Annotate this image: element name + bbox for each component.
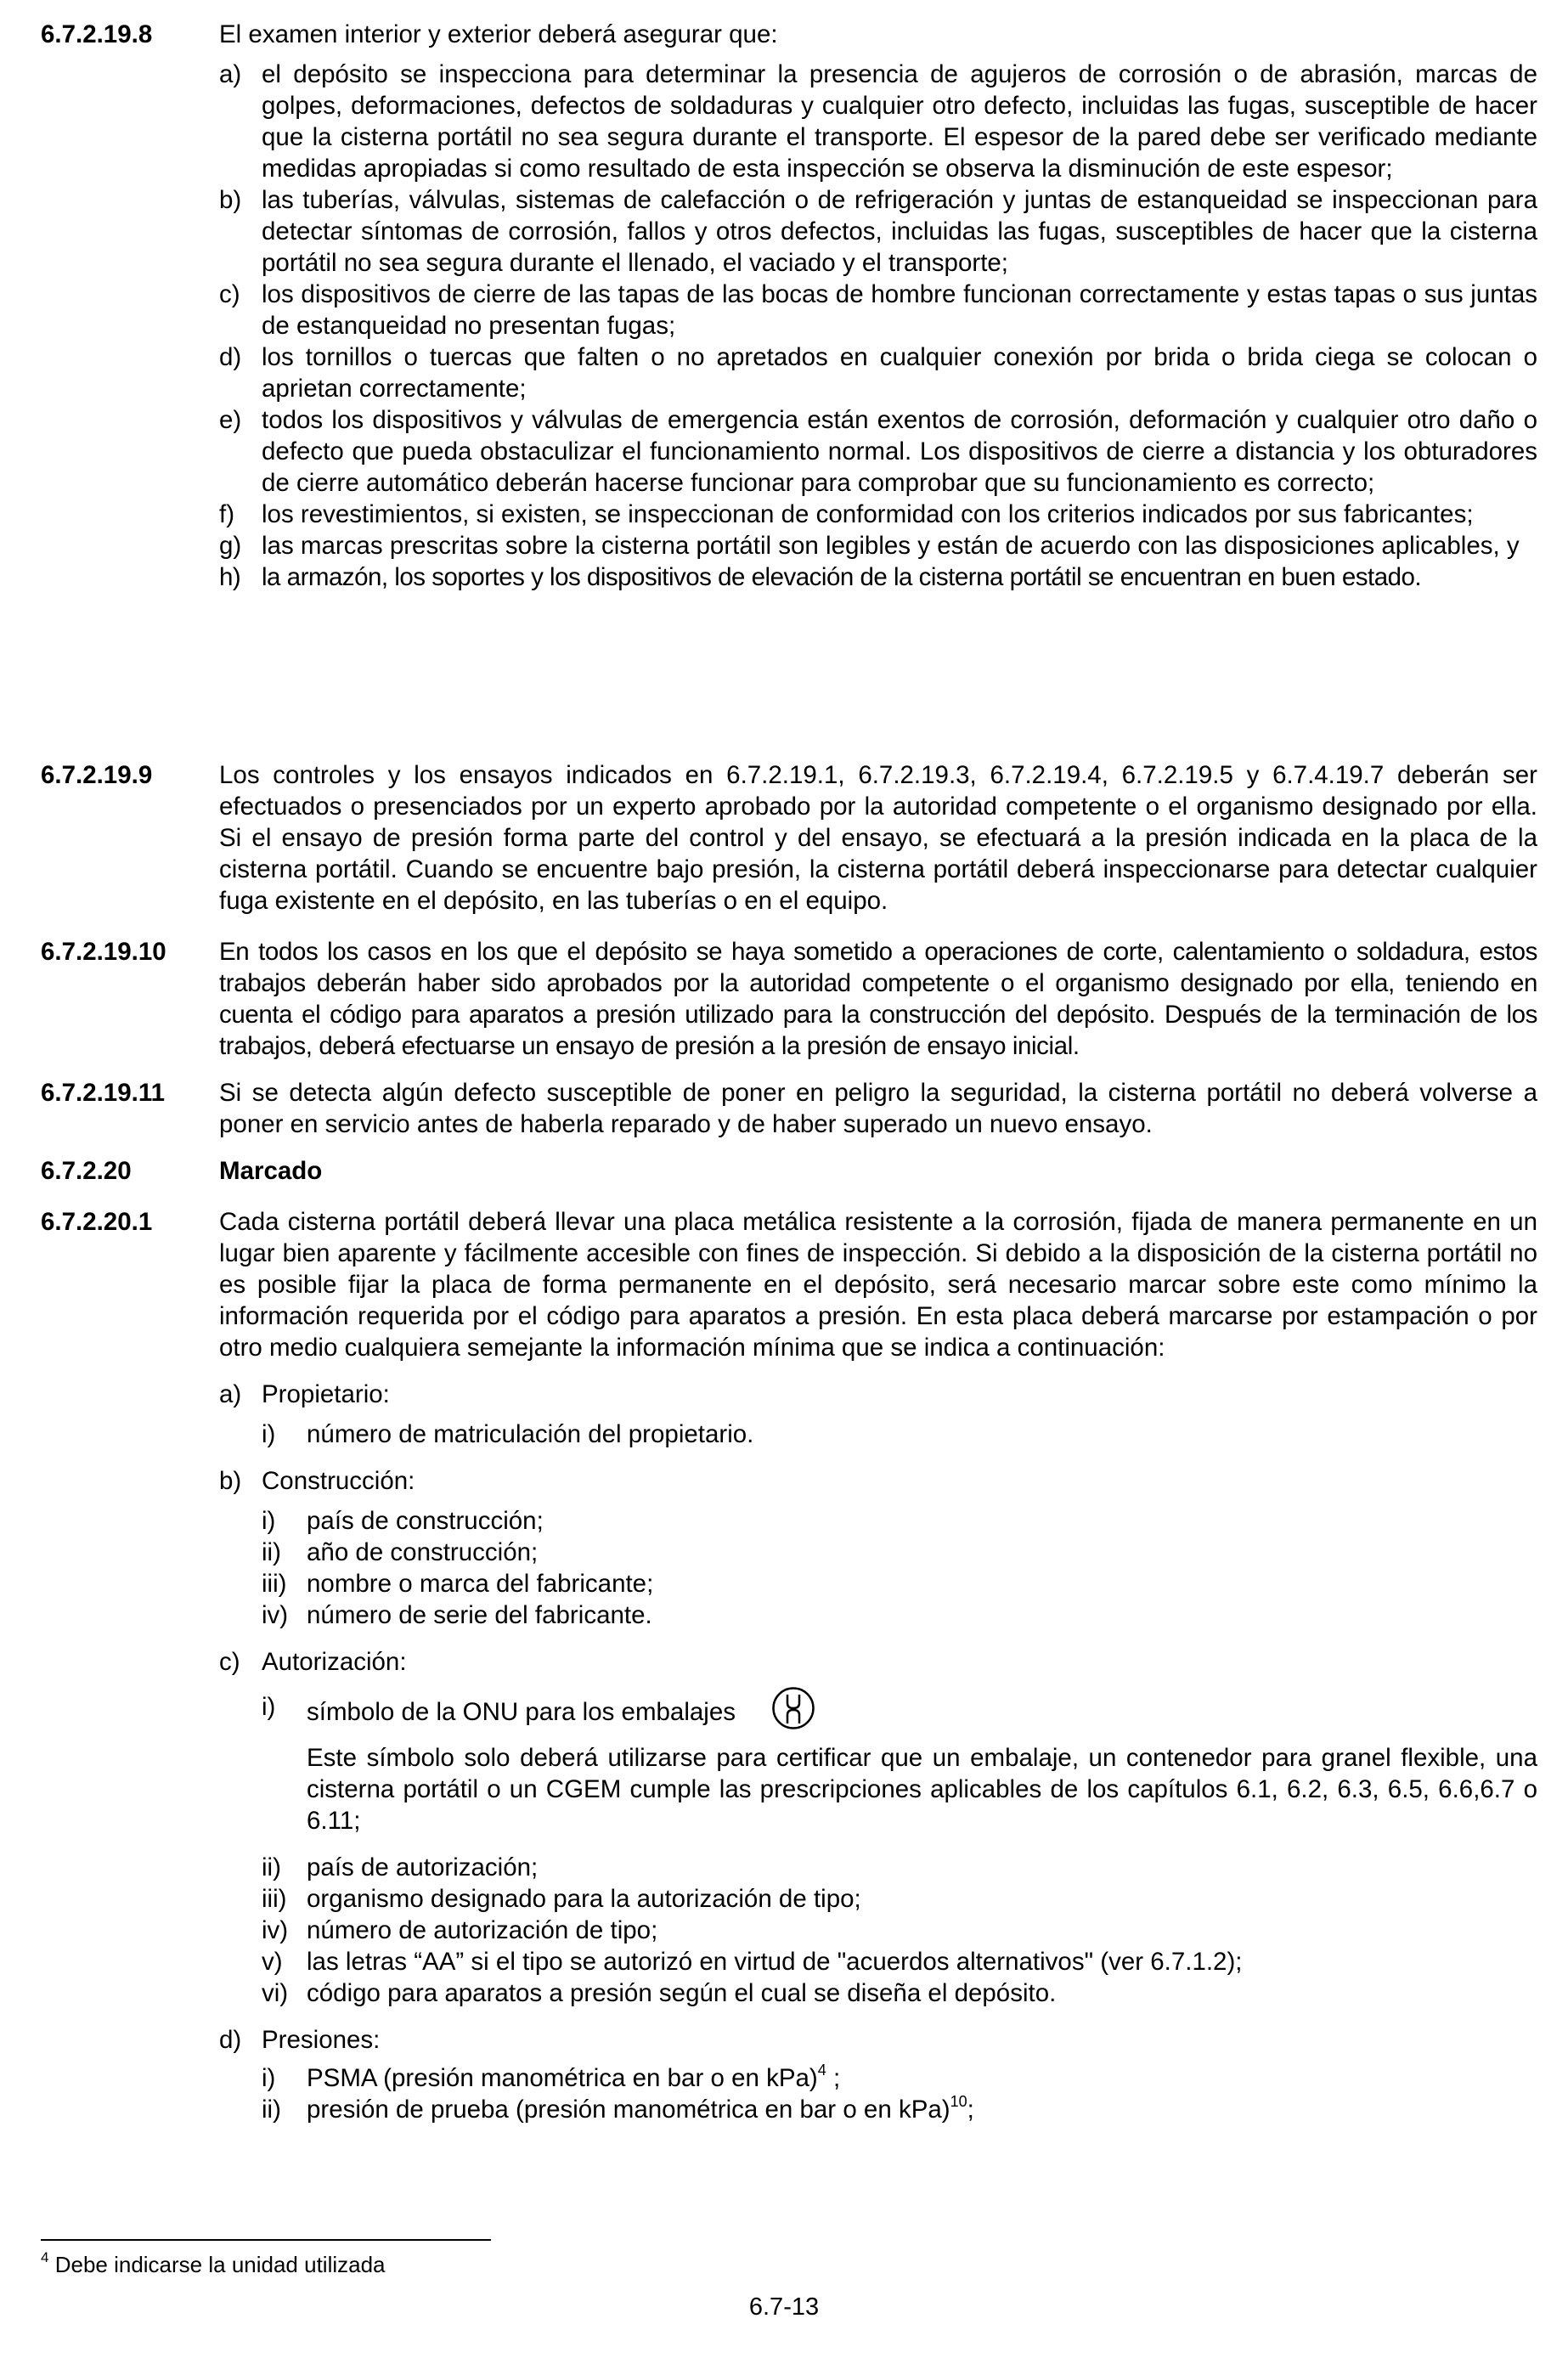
footnote-divider <box>41 2239 491 2241</box>
item-title: Construcción: <box>262 1467 415 1495</box>
list-item <box>219 499 1537 530</box>
paragraph-6-7-2-19-11 <box>41 1077 1537 1140</box>
paragraph-6-7-2-19-8 <box>41 19 1537 593</box>
footnote-ref[interactable]: 10 <box>950 2093 967 2111</box>
subitem-label: vi) <box>262 1979 289 2007</box>
footnote-text: Debe indicarse la unidad utilizada <box>54 2252 386 2277</box>
sublist-item <box>262 1977 1537 2009</box>
item-label: g) <box>219 532 242 560</box>
subitem-text: año de construcción; <box>307 1538 539 1566</box>
item-title: Autorización: <box>262 1648 407 1676</box>
paragraph-number: 6.7.2.19.11 <box>41 1079 166 1107</box>
sublist-item <box>262 1883 1537 1915</box>
un-symbol-note: Este símbolo solo deberá utilizarse para certificar que un embalaje, un contenedor para granel flexible, una cisterna portátil o un CGEM cumple las prescripciones aplicables de los capítulos 6.1, 6.2, 6.3, 6.5, 6.6,6.7 o 6.11; <box>307 1744 1537 1835</box>
paragraph-text: El examen interior y exterior deberá asegurar que: <box>219 20 778 48</box>
subitem-text: número de autorización de tipo; <box>307 1916 658 1944</box>
list-item <box>219 341 1537 404</box>
sublist <box>262 2062 1537 2125</box>
item-text: el depósito se inspecciona para determinar la presencia de agujeros de corrosión o de abrasión, marcas de golpes, deformaciones, defectos de soldaduras y cualquier otro defecto, incluidas las fugas, susceptible de hacer que la cisterna portátil no sea segura durante el transporte. El espesor de la pared debe ser verificado mediante medidas apropiadas si como resultado de esta inspección se observa la disminución de este espesor; <box>262 60 1537 183</box>
item-title: Propietario: <box>262 1380 390 1408</box>
marking-list <box>219 1379 1537 2125</box>
inspection-list <box>219 59 1537 593</box>
list-item <box>219 561 1537 593</box>
sublist-item <box>262 1599 1537 1631</box>
item-label: e) <box>219 406 242 434</box>
item-label: a) <box>219 60 242 88</box>
footnote-ref[interactable]: 4 <box>817 2062 826 2079</box>
section-title: Marcado <box>219 1157 323 1185</box>
list-item <box>219 404 1537 499</box>
item-label: d) <box>219 343 242 371</box>
paragraph-6-7-2-19-10 <box>41 936 1537 1062</box>
footnote-mark: 4 <box>41 2249 49 2266</box>
item-text: las marcas prescritas sobre la cisterna portátil son legibles y están de acuerdo con las disposiciones aplicables, y <box>262 532 1520 560</box>
subitem-label: ii) <box>262 1853 281 1881</box>
subitem-label: ii) <box>262 1538 281 1566</box>
subitem-text: presión de prueba (presión manométrica en bar o en kPa) <box>307 2096 950 2124</box>
section-number: 6.7.2.20 <box>41 1157 132 1185</box>
list-item <box>219 59 1537 184</box>
paragraph-text: Los controles y los ensayos indicados en 6.7.2.19.1, 6.7.2.19.3, 6.7.2.19.4, 6.7.2.19.5 y 6.7.4.19.7 deberán ser efectuados o presenciados por un experto aprobado por la autoridad competente o el organismo designado por ella. Si el ensayo de presión forma parte del control y del ensayo, se efectuará a la presión indicada en la placa de la cisterna portátil. Cuando se encuentre bajo presión, la cisterna portátil deberá inspeccionarse para detectar cualquier fuga existente en el depósito, en las tuberías o en el equipo. <box>219 761 1537 915</box>
subitem-label: i) <box>262 1693 276 1721</box>
subitem-text: código para aparatos a presión según el cual se diseña el depósito. <box>307 1979 1057 2007</box>
paragraph-text: En todos los casos en los que el depósito se haya sometido a operaciones de corte, calentamiento o soldadura, estos trabajos deberán haber sido aprobados por la autoridad competente o el organismo designado por ella, teniendo en cuenta el código para aparatos a presión utilizado para la construcción del depósito. Después de la terminación de los trabajos, deberá efectuarse un ensayo de presión a la presión de ensayo inicial. <box>219 938 1537 1060</box>
subitem-punct: ; <box>967 2096 974 2124</box>
subitem-text: símbolo de la ONU para los embalajes <box>307 1697 736 1726</box>
paragraph-text: Si se detecta algún defecto susceptible de poner en peligro la seguridad, la cisterna portátil no deberá volverse a poner en servicio antes de haberla reparado y de haber superado un nuevo ensayo. <box>219 1079 1537 1138</box>
paragraph-number: 6.7.2.19.9 <box>41 761 153 789</box>
item-label: a) <box>219 1380 242 1408</box>
paragraph-6-7-2-20-1 <box>41 1206 1537 2125</box>
item-label: c) <box>219 280 240 308</box>
subitem-label: i) <box>262 1507 276 1535</box>
subitem-text: nombre o marca del fabricante; <box>307 1570 654 1598</box>
item-label: f) <box>219 500 235 528</box>
sublist-item <box>262 1915 1537 1946</box>
item-label: d) <box>219 2026 242 2054</box>
sublist-item <box>262 1691 1537 1836</box>
sublist-item <box>262 1419 1537 1450</box>
sublist-item <box>262 1568 1537 1599</box>
subitem-text: organismo designado para la autorización de tipo; <box>307 1885 861 1913</box>
item-text: los tornillos o tuercas que falten o no apretados en cualquier conexión por brida o brida ciega se colocan o aprietan correctamente; <box>262 343 1537 403</box>
item-text: los revestimientos, si existen, se inspeccionan de conformidad con los criterios indicados por sus fabricantes; <box>262 500 1474 528</box>
subitem-label: iii) <box>262 1570 287 1598</box>
subitem-text: número de matriculación del propietario. <box>307 1420 754 1448</box>
paragraph-number: 6.7.2.19.10 <box>41 938 166 966</box>
sublist <box>262 1505 1537 1631</box>
item-title: Presiones: <box>262 2026 381 2054</box>
subitem-label: ii) <box>262 2096 281 2124</box>
sublist-item <box>262 1946 1537 1977</box>
footnote <box>41 2251 386 2278</box>
sublist <box>262 1691 1537 2009</box>
list-item <box>219 279 1537 341</box>
item-text: las tuberías, válvulas, sistemas de calefacción o de refrigeración y juntas de estanqueidad se inspeccionan para detectar síntomas de corrosión, fallos y otros defectos, incluidas las fugas, susceptibles de hacer que la cisterna portátil no sea segura durante el llenado, el vaciado y el transporte; <box>262 186 1537 277</box>
item-label: c) <box>219 1648 240 1676</box>
paragraph-number: 6.7.2.20.1 <box>41 1208 153 1236</box>
sublist-item <box>262 2062 1537 2094</box>
list-item-autorizacion <box>219 1646 1537 1678</box>
subitem-label: iv) <box>262 1601 289 1629</box>
sublist-item <box>262 1505 1537 1537</box>
subitem-label: i) <box>262 1420 276 1448</box>
subitem-punct: ; <box>826 2064 841 2092</box>
subitem-label: iv) <box>262 1916 289 1944</box>
sublist-item <box>262 1537 1537 1568</box>
item-label: b) <box>219 1467 242 1495</box>
subitem-label: v) <box>262 1948 283 1976</box>
section-heading-marcado <box>41 1155 1537 1187</box>
subitem-text: número de serie del fabricante. <box>307 1601 652 1629</box>
list-item-construccion <box>219 1465 1537 1497</box>
list-item <box>219 530 1537 561</box>
subitem-label: iii) <box>262 1885 287 1913</box>
item-text: todos los dispositivos y válvulas de emergencia están exentos de corrosión, deformación y cualquier otro daño o defecto que pueda obstaculizar el funcionamiento normal. Los dispositivos de cierre a distancia y los obturadores de cierre automático deberán hacerse funcionar para comprobar que su funcionamiento es correcto; <box>262 406 1537 497</box>
item-text: los dispositivos de cierre de las tapas de las bocas de hombre funcionan correctamente y estas tapas o sus juntas de estanqueidad no presentan fugas; <box>262 280 1537 340</box>
subitem-text: las letras “AA” si el tipo se autorizó en virtud de "acuerdos alternativos" (ver 6.7.1.2); <box>307 1948 1243 1976</box>
list-item-presiones <box>219 2024 1537 2056</box>
paragraph-text: Cada cisterna portátil deberá llevar una placa metálica resistente a la corrosión, fijada de manera permanente en un lugar bien aparente y fácilmente accesible con fines de inspección. Si debido a la disposición de la cisterna portátil no es posible fijar la placa de forma permanente en el depósito, será necesario marcar sobre este como mínimo la información requerida por el código para aparatos a presión. En esta placa deberá marcarse por estampación o por otro medio cualquiera semejante la información mínima que se indica a continuación: <box>219 1208 1537 1362</box>
item-text: la armazón, los soportes y los dispositivos de elevación de la cisterna portátil se encuentran en buen estado. <box>262 563 1422 591</box>
subitem-text: país de construcción; <box>307 1507 544 1535</box>
un-packaging-symbol-icon <box>771 1686 815 1730</box>
paragraph-number: 6.7.2.19.8 <box>41 20 153 48</box>
subitem-label: i) <box>262 2064 276 2092</box>
subitem-text: PSMA (presión manométrica en bar o en kPa) <box>307 2064 818 2092</box>
item-label: b) <box>219 186 242 214</box>
list-item-propietario <box>219 1379 1537 1410</box>
page-number: 6.7-13 <box>748 2293 820 2321</box>
sublist-item <box>262 2094 1537 2125</box>
paragraph-6-7-2-19-9 <box>41 759 1537 917</box>
list-item <box>219 184 1537 279</box>
subitem-text: país de autorización; <box>307 1853 539 1881</box>
item-label: h) <box>219 563 241 591</box>
sublist <box>262 1419 1537 1450</box>
sublist-item <box>262 1852 1537 1883</box>
